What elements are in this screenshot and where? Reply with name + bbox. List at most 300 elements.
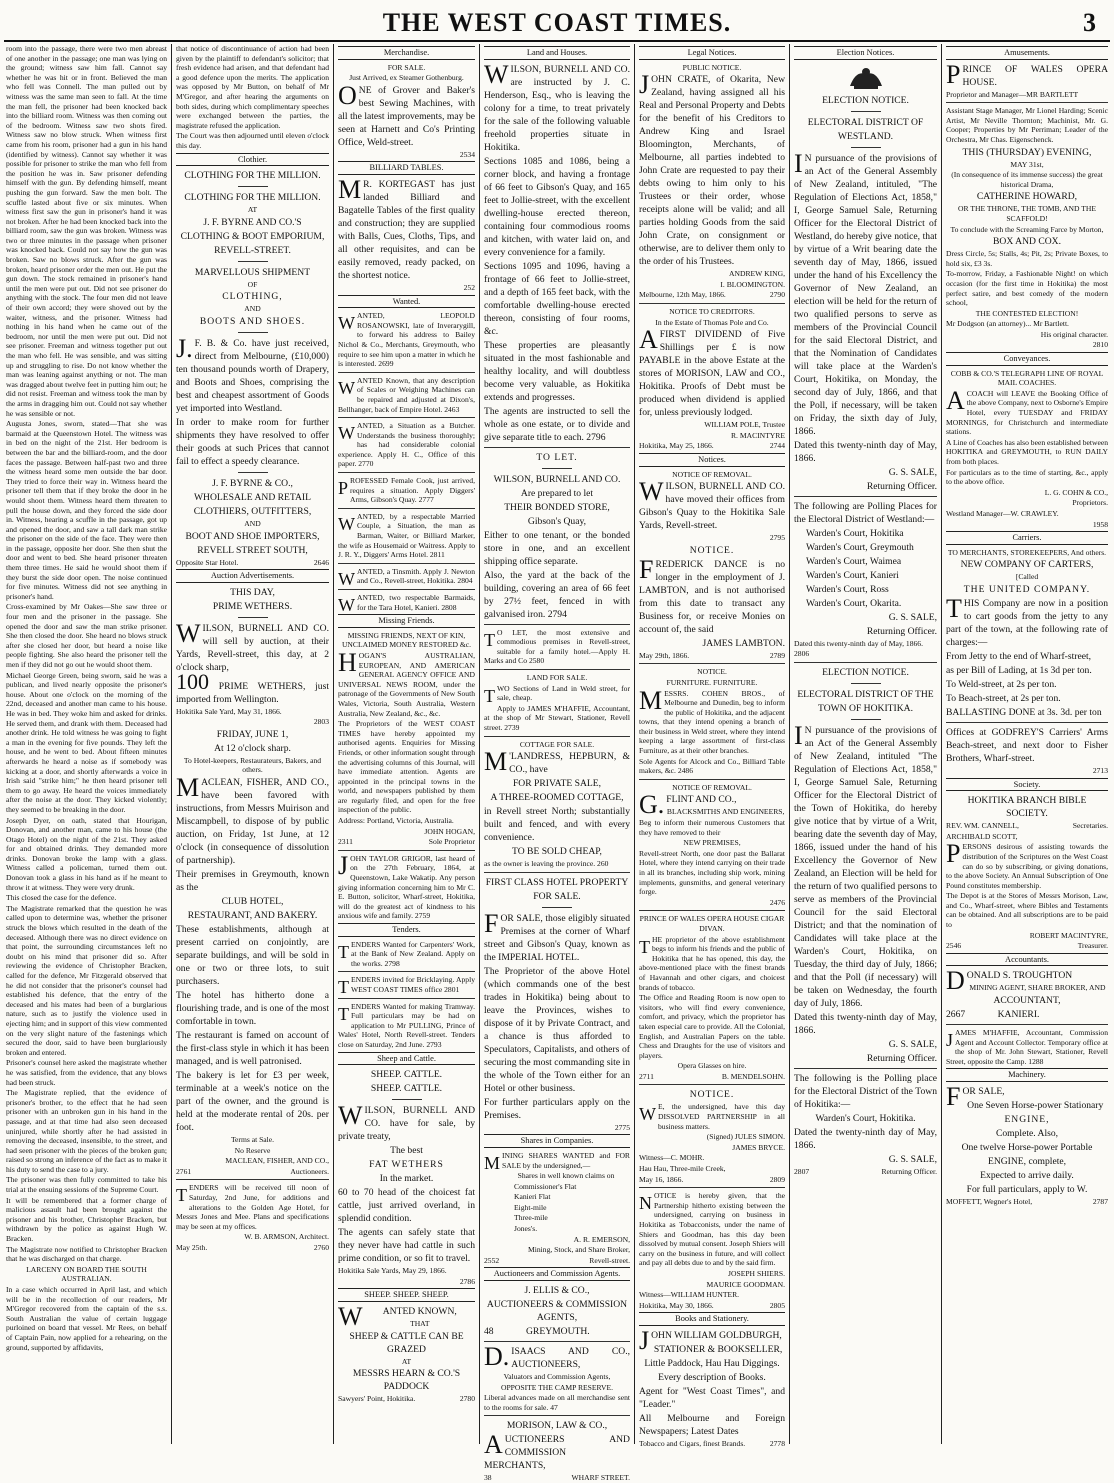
ad-headline: MISSING FRIENDS, NEXT OF KIN, UNCLAIMED MONEY RESTORED &c. bbox=[341, 630, 472, 650]
ad-signature: G. S. SALE, bbox=[888, 466, 937, 478]
column-2 bbox=[176, 44, 329, 1444]
ad-headline: FRIDAY, JUNE 1, bbox=[216, 728, 289, 740]
ad-text: THAT bbox=[410, 1318, 430, 1328]
ad-headline: ELECTORAL DISTRICT OF bbox=[807, 116, 924, 128]
ad-number: 2806 bbox=[794, 649, 810, 659]
ad-body: Apply to JAMES M'HAFFIE, Accountant, at the shop of Mr Stewart, Stationer, Revell street. 2739 bbox=[484, 703, 630, 732]
ad-text: MINING AGENT, SHARE BROKER, AND bbox=[969, 983, 1106, 993]
ad-text: BLACKSMITHS AND ENGINEERS, bbox=[666, 807, 785, 817]
section-heading-auction: Auction Advertisements. bbox=[176, 569, 329, 583]
ad-body: Liberal advances made on all merchandise sent to the rooms for sale. 47 bbox=[484, 1393, 630, 1412]
ad-signature: MACLEAN, FISHER, AND CO., bbox=[225, 1156, 329, 1166]
ad-body: HOGAN'S AUSTRALIAN, EUROPEAN, AND AMERICAN GENERAL AGENCY OFFICE AND UNIVERSAL NEWS ROOM, under the patronage of the Governments of New South Wales, Victoria, South Australia, Western Australia, New Zealand, &c., &c. bbox=[338, 647, 475, 718]
ad-number: 2810 bbox=[1092, 340, 1108, 350]
ad-text: To Hotel-keepers, Restaurateurs, Bakers, and others. bbox=[183, 755, 322, 775]
ad-body: Sections 1095 and 1096, having a frontage of 66 feet to Jollie-street, and a depth of 165 feet back, with the comfortable dwelling-house erected thereon, consisting of four rooms, &c. bbox=[484, 260, 630, 337]
ad-signature: ARCHIBALD SCOTT, bbox=[946, 831, 1018, 841]
ad-body: From Jetty to the end of Wharf-street, bbox=[946, 650, 1092, 662]
section-heading-merchandise: Merchandise. bbox=[338, 46, 475, 60]
ad-text: For full particulars, apply to W. bbox=[966, 1184, 1088, 1195]
ad-body: Sole Agents for Alcock and Co., Billiard Table makers, &c. 2486 bbox=[639, 756, 785, 776]
section-heading-legal: Legal Notices. bbox=[639, 46, 785, 60]
ad-body: The Proprietor of the above Hotel (which commands one of the best trades in Hokitika) being about to leave the Provinces, wishes to dispose of it by Private Contract, and a chance is thus afforded to Speculators, Capitalists, and others of securing the most commanding site in the whole of the Town either for an Hotel or other business. bbox=[484, 965, 630, 1094]
ad-headline: TO LET. bbox=[536, 451, 578, 463]
list-item: Warden's Court, Hokitika. bbox=[815, 1112, 916, 1124]
ad-headline: CLOTHING, bbox=[222, 291, 283, 303]
ad-body: To Weld-street, at 2s per ton. bbox=[946, 678, 1057, 690]
ad-body: Revell-street North, one door past the Ballarat Hotel, where they intend carrying on their trade in all its branches, including ship work, mining implements, gunsmiths, and general veterinary forge. bbox=[639, 848, 785, 897]
ad-text: OF bbox=[247, 279, 258, 289]
ad-body: Agent for "West Coast Times", and "Leader." bbox=[639, 1385, 785, 1410]
ad-headline: W ANTED KNOWN, bbox=[338, 1301, 457, 1331]
ad-body: as the owner is leaving the province. 260 bbox=[484, 859, 609, 869]
ad-headline: PRIME WETHERS. bbox=[212, 600, 293, 612]
ad-headline: JOHN WILLIAM GOLDBURGH, bbox=[639, 1325, 782, 1355]
ad-headline: TOWN OF HOKITIKA. bbox=[818, 702, 913, 714]
ad-text: Mining, Stock, and Share Broker, bbox=[528, 1245, 630, 1255]
ad-body: JOHN CRATE, of Okarita, New Zealand, having assigned all his Real and Personal Property and Debts for the benefit of his Creditors to Andrew King and Israel Bloomington, Merchants, of Melbourne, all parties indebted to John Crate are requested to pay their debts owing to him only to his Trustees or their order, whose receipts alone will be valid; and all parties holding Goods from the said John Crate, on consignment or otherwise, are to deliver them only to the order of his Trustees. bbox=[639, 70, 785, 268]
ad-text: At 12 o'clock sharp. bbox=[214, 742, 291, 754]
ad-text: [Called bbox=[1015, 572, 1039, 582]
ad-number: 2803 bbox=[313, 717, 329, 727]
ad-headline: THIS DAY, bbox=[230, 586, 275, 598]
ad-body: The Depot is at the Stores of Messrs Morison, Law, and Co., Wharf-street, where Bibles and Testaments can be obtained. And all subscriptions are to be paid to bbox=[946, 891, 1108, 930]
ad-body: PERSONS desirous of assisting towards the distribution of the Scriptures on the West Coast can do so by subscribing, or giving donations, to the above Society. An Annual Subscription of One Pound constitutes membership. bbox=[946, 839, 1108, 890]
article-paragraph: Prisoner's counsel here asked the magistrate whether he was satisfied, from the evidence, that any blows had been struck. bbox=[6, 1058, 167, 1087]
ad-text: Valuators and Commission Agents, bbox=[503, 1372, 611, 1382]
ad-body: JOHN TAYLOR GRIGOR, last heard of on the 27th February, 1864, at Queenstown, Lake Wakatip. Any person giving information concerning him to Mr C. E. Button, solicitor, Wharf-street, Hokitika, will do the greatest act of kindness to his anxious wife and family. 2759 bbox=[338, 850, 475, 921]
ad-body: Also, the yard at the back of the building, covering an area of 66 feet by 27½ feet, fenced in with galvanised iron. 2794 bbox=[484, 569, 630, 620]
ad-footer: MOFFETT, Wegner's Hotel, 2787 bbox=[946, 1197, 1108, 1206]
ad-body: TWO Sections of Land in Weld street, for sale, cheap. bbox=[484, 683, 630, 706]
ad-number: 252 bbox=[463, 282, 475, 292]
ad-footer: Opposite Star Hotel. 2646 bbox=[176, 557, 329, 567]
ad-footer: 2552 Revell-street. bbox=[484, 1255, 630, 1265]
ad-text: Every description of Books. bbox=[658, 1371, 766, 1383]
ad-text: Opera Glasses on hire. bbox=[677, 1061, 747, 1071]
ad-headline: D. ISAACS AND CO., AUCTIONEERS, bbox=[484, 1342, 630, 1372]
section-heading-books: Books and Stationery. bbox=[639, 1312, 785, 1326]
ad-body: WANTED, two respectable Barmaids, for the Tara Hotel, Kanieri. 2808 bbox=[338, 593, 475, 615]
ad-text: MAY 31st, bbox=[1010, 159, 1044, 169]
ad-body: MACLEAN, FISHER, AND CO., have been favored with instructions, from Messrs Muirison and Miscampbell, to dispose of by public auction, on Friday, 1st June, at 12 o'clock (in consequence of dissolution of partnership). bbox=[176, 773, 329, 867]
ad-body: All Melbourne and Foreign Newspapers; Latest Dates bbox=[639, 1412, 785, 1437]
ad-headline: LAND FOR SALE. bbox=[526, 672, 588, 682]
article-paragraph: Joseph Dyer, on oath, stated that Hourigan, Donovan, and another man, came to his house (the Otago Hotel) on the night of the 21st. They asked for and obtained drinks. They demanded more drinks. Donovan broke the lamp with a glass. Witness called a policeman, turned them out. Donovan took a glass in his hand as if he meant to throw it at witness. They were very drunk. bbox=[6, 815, 167, 892]
ad-text: Witness—WILLIAM HUNTER. bbox=[639, 1290, 740, 1300]
column-1-court-report bbox=[6, 44, 167, 1444]
ad-headline: CLOTHING & BOOT EMPORIUM, bbox=[180, 230, 325, 242]
ad-body: TENDERS Wanted for Carpenters' Work, at the Bank of New Zealand. Apply on the works. 2798 bbox=[338, 939, 475, 968]
ad-headline: J. F. BYRNE & CO., bbox=[212, 477, 293, 489]
ad-headline: G. FLINT AND CO., bbox=[639, 790, 737, 820]
article-paragraph: that notice of discontinuance of action had been given by the plaintiff to defendant's solicitor; that fresh evidence had arisen, and that defendant had a good defence upon the merits. The application was opposed by Mr Button, on behalf of Mr M'Gregor, and after hearing the arguments on both sides, during which complimentary speeches were exchanged between the parties, the magistrate refused the application. bbox=[176, 44, 329, 130]
ad-text: Proprietors. bbox=[1072, 498, 1108, 508]
ad-headline: FOR SALE. bbox=[533, 890, 581, 902]
ad-number: 2476 bbox=[769, 897, 785, 907]
ad-headline: AUCTIONEERS & COMMISSION AGENTS, bbox=[486, 1299, 628, 1324]
list-item: Kanieri Flat bbox=[514, 1192, 551, 1202]
ad-body: TENDERS Wanted for making Tramway. Full particulars may be had on application to Mr PULLING, Prince of Wales' Hotel, North Revell-street. Tenders close on Saturday, 2nd June. 2793 bbox=[338, 1001, 475, 1049]
ad-body: WANTED, by a respectable Married Couple, a Situation, the man as Barman, Waiter, or Billiard Marker, the wife as Housemaid or Waitress. Apply to J. R. Y., Diggers' Arms Hotel. 2811 bbox=[338, 511, 475, 560]
ad-signature: (Signed) JULES SIMON. bbox=[706, 1132, 785, 1142]
list-item: Commissioner's Flat bbox=[514, 1181, 577, 1191]
ad-headline: ACCOUNTANT, bbox=[993, 995, 1061, 1007]
list-item: Eight-mile bbox=[514, 1202, 547, 1212]
ad-headline: BOOT AND SHOE IMPORTERS, bbox=[185, 530, 320, 542]
ad-body: WILSON, BURNELL AND CO. are instructed by J. C. Henderson, Esq., who is leaving the colony for a time, to treat privately for the sale of the following valuable freehold properties situate in Hokitika. bbox=[484, 59, 630, 153]
ad-number: 2713 bbox=[1092, 765, 1108, 775]
ad-body: Dated this twenty-ninth day of May, 1866. bbox=[794, 1011, 937, 1036]
ad-body: WILSON, BURNELL AND CO. have moved their offices from Gibson's Quay to the Hokitika Sale Yards, Revell-street. bbox=[639, 477, 785, 532]
ad-headline: NOTICE. bbox=[689, 544, 735, 556]
column-rule bbox=[789, 44, 790, 1444]
ad-headline: COBB & CO.'S TELEGRAPH LINE OF ROYAL MAIL COACHES. bbox=[950, 368, 1104, 388]
section-heading-tenders: Tenders. bbox=[338, 923, 475, 937]
ad-text: OR THE THRONE, THE TOMB, AND THE SCAFFOLD! bbox=[958, 204, 1096, 223]
ad-footer: 2667 KANIERI. bbox=[946, 1009, 1040, 1021]
ad-body: Mr Dodgson (an attorney)... Mr Bartlett. bbox=[946, 319, 1069, 329]
ad-headline: NOTICE. bbox=[697, 667, 727, 677]
ad-headline: PRINCE OF WALES OPERA HOUSE CIGAR DIVAN. bbox=[639, 914, 785, 933]
ad-footer: Hokitika, May 30, 1866. 2805 bbox=[639, 1300, 785, 1310]
ad-headline: AUCTIONEERS AND COMMISSION MERCHANTS, bbox=[484, 1430, 630, 1472]
masthead bbox=[0, 0, 1114, 40]
ad-body: WANTED Known, that any description of Scales or Weighing Machines can be repaired and adjusted at Dixon's, Bellhanger, back of Empire Hotel. 2463 bbox=[338, 375, 475, 414]
ad-headline: SHEEP & CATTLE CAN BE GRAZED bbox=[349, 1330, 464, 1355]
ad-text: Proprietor and Manager—MR BARTLETT bbox=[946, 89, 1079, 99]
ad-body: THIS Company are now in a position to cart goods from the jetty to any part of the town, at the following rate of charges:— bbox=[946, 593, 1108, 648]
ad-signature: ROBERT MACINTYRE, bbox=[1029, 930, 1108, 940]
ad-signature: MAURICE GOODMAN. bbox=[706, 1279, 785, 1289]
ad-body: Assistant Stage Manager, Mr Lionel Harding; Scenic Artist, Mr Neville Thornton; Machinist, Mr. G. Cooper; Properties by Mr Perriman; Leader of the Orchestra, Mr Chas. Eigenschenck. bbox=[946, 106, 1108, 144]
column-7 bbox=[946, 44, 1108, 1444]
ad-signature: JOSEPH SHIERS. bbox=[728, 1268, 785, 1278]
ad-signature: L. G. COHN & CO., bbox=[1044, 487, 1108, 497]
section-heading-auctioneers: Auctioneers and Commission Agents. bbox=[484, 1267, 630, 1281]
ad-footer: 48 GREYMOUTH. bbox=[484, 1326, 590, 1338]
ad-headline: HOKITIKA BRANCH BIBLE SOCIETY. bbox=[967, 795, 1087, 820]
column-3 bbox=[338, 44, 475, 1444]
ad-headline: ELECTION NOTICE. bbox=[822, 94, 909, 106]
ad-body: BALLASTING DONE at 3s. 3d. per ton bbox=[946, 706, 1102, 718]
ad-body: I N pursuance of the provisions of an Act of the General Assembly of New Zealand, intituled, "The Regulation of Elections Act, 1858," I, George Samuel Sale, Returning Officer for the Electoral District of Westland, do hereby give notice, that by virtue of a Writ bearing date the seventh day of May, 1866, issued under the hand of his Excellency the Governor of New Zealand, an election will be held for the return of two qualified persons to serve as members of the Provincial Council for the said Electoral District, and that the Nomination of Candidates will take place at the Warden's Court, Hokitika, on Monday, the second day of July, 1866, and that the Poll, if necessary, will be taken on Friday, the sixth day of July, 1866. bbox=[794, 148, 937, 437]
ad-body: Beg to inform their numerous Customers that they have removed to their bbox=[639, 818, 785, 837]
ad-text: The best bbox=[390, 1145, 423, 1157]
ad-body: The agents can safely state that they never have had cattle in such prime condition, or so fit to travel. bbox=[338, 1227, 475, 1265]
ad-headline: FOR SALE. bbox=[387, 62, 426, 72]
ad-headline: SHEEP. CATTLE. bbox=[370, 1069, 443, 1081]
ad-body: To Beach-street, at 2s per ton. bbox=[946, 692, 1061, 704]
ad-body: These properties are pleasantly situated in the most fashionable and healthy locality, and will doubtless become very valuable, as Hokitika extends and progresses. bbox=[484, 339, 630, 403]
ad-signature: Returning Officer. bbox=[866, 625, 937, 637]
ad-footer: Hokitika, May 25, 1866. 2744 bbox=[639, 441, 785, 451]
ad-body: W E, the undersigned, have this day DISSOLVED PARTNERSHIP in all business matters. bbox=[639, 1102, 785, 1131]
ad-text: AT bbox=[401, 1356, 412, 1366]
ad-headline: SHEEP. SHEEP. SHEEP. bbox=[338, 1288, 475, 1302]
ad-headline: MARVELLOUS SHIPMENT bbox=[194, 266, 311, 278]
article-subhead: LARCENY ON BOARD THE SOUTH AUSTRALIAN. bbox=[26, 1264, 147, 1284]
ad-headline: MESSRS HEARN & CO.'S PADDOCK bbox=[352, 1368, 461, 1393]
column-4 bbox=[484, 44, 630, 1483]
list-item: Warden's Court, Greymouth bbox=[806, 541, 914, 553]
ad-signature: WILLIAM POLE, Trustee bbox=[704, 420, 785, 430]
ad-body: FOR SALE, those eligibly situated Premises at the corner of Wharf street and Gibson's Quay, known as the IMPERIAL HOTEL. bbox=[484, 908, 630, 963]
ad-text: Little Paddock, Hau Hau Diggings. bbox=[644, 1357, 780, 1369]
ad-body: WILSON, BURNELL AND CO. have for sale, by private treaty, bbox=[338, 1101, 475, 1143]
ad-headline: CLOTHING FOR THE MILLION. bbox=[184, 170, 321, 182]
list-item: Warden's Court, Ross bbox=[806, 583, 889, 595]
ad-footer: Hokitika Sale Yards, May 29, 1866. bbox=[338, 1266, 447, 1276]
ad-headline: TO BE SOLD CHEAP, bbox=[512, 846, 602, 858]
ad-number: 2534 bbox=[459, 149, 475, 159]
ad-body: FREDERICK DANCE is no longer in the employment of J. LAMBTON, and is not authorised from this date to transact any Business for, or receive Monies on account of, the said bbox=[639, 554, 785, 635]
ad-text: AT bbox=[247, 205, 258, 215]
ad-signature: G. S. SALE, bbox=[888, 611, 937, 623]
ad-headline: NOTICE TO CREDITORS. bbox=[669, 306, 755, 316]
ad-footer: 2311 Sole Proprietor bbox=[338, 837, 475, 847]
ad-footer: Melbourne, 12th May, 1866. 2790 bbox=[639, 290, 785, 300]
ad-headline: PUBLIC NOTICE. bbox=[682, 62, 742, 72]
ad-body: The Office and Reading Room is now open to visitors, who will find every convenience, comfort, and privacy, which the proprietor has taken especial care to provide. All the Colonial, English, and Australian Papers on the table. Chess and Draughts for the use of visitors and players. bbox=[639, 993, 785, 1060]
ad-headline: THE UNITED COMPANY. bbox=[963, 583, 1091, 595]
ad-headline: MORISON, LAW & CO., bbox=[506, 1420, 608, 1432]
ad-headline: FURNITURE. FURNITURE. bbox=[666, 677, 758, 687]
ad-body: For particulars as to the time of starting, &c., apply to the above office. bbox=[946, 467, 1108, 487]
ad-text: One twelve Horse-power Portable bbox=[961, 1142, 1093, 1153]
article-paragraph: The Magistrate now notified to Christopher Bracken that he was discharged on that charge. bbox=[6, 1244, 167, 1264]
ad-body: In order to make room for further shipments they have resolved to offer their goods at such Prices that cannot fail to effect a speedy clearance. bbox=[176, 416, 329, 467]
ad-headline: NEW PREMISES, bbox=[683, 838, 741, 848]
ad-text: No Reserve bbox=[234, 1145, 271, 1155]
ad-headline: FOR PRIVATE SALE, bbox=[512, 778, 602, 790]
ad-body: To-morrow, Friday, a Fashionable Night! on which occasion (for the first time in Hokitika) the most perfect satire, and best comedy of the modern school, bbox=[946, 269, 1108, 308]
ad-footer: 2807 Returning Officer. bbox=[794, 1166, 937, 1176]
ad-headline: CLUB HOTEL, bbox=[221, 896, 284, 908]
ad-body: WANTED, LEOPOLD ROSANOWSKI, late of Inverarygill, to forward his address to Bailey Nichol & Co., Merchants, Greymouth, who require to see him upon a matter in which he is interested. 2699 bbox=[338, 311, 475, 369]
ad-signature: ANDREW KING, bbox=[729, 269, 785, 279]
ad-headline: CLOTHIERS, OUTFITTERS, bbox=[193, 505, 312, 517]
ad-text: Are prepared to let bbox=[520, 487, 594, 499]
ad-body: Dated this twenty-ninth day of May, 1866. bbox=[794, 638, 924, 648]
article-paragraph: The Court was then adjourned until eleven o'clock this day. bbox=[176, 131, 329, 150]
ad-headline: SHEEP. CATTLE. bbox=[370, 1083, 443, 1095]
section-heading-conveyances: Conveyances. bbox=[946, 352, 1108, 366]
ad-body: TENDERS invited for Bricklaying. Apply WEST COAST TIMES office 2801 bbox=[338, 975, 475, 998]
ad-signature: REV. WM. CANNELL, Secretaries. bbox=[946, 821, 1108, 831]
ad-number: 2795 bbox=[769, 533, 785, 543]
column-rule bbox=[634, 44, 635, 1444]
section-heading-accountants: Accountants. bbox=[946, 953, 1108, 967]
ad-body: NOTICE is hereby given, that the Partnership hitherto existing between the undersigned, carrying on business in Hokitika as Tobacconists, under the name of Shiers and Goodman, has this day been dissolved by mutual consent. Joseph Shiers will carry on the business in future, and will collect and pay all debts due to and by the said firm. bbox=[639, 1191, 785, 1268]
ad-number: 1958 bbox=[1092, 519, 1108, 529]
ad-headline: THEIR BONDED STORE, bbox=[504, 501, 610, 513]
ad-text: Hau Hau, Three-mile Creek, bbox=[639, 1164, 726, 1174]
ad-headline: REVELL-STREET. bbox=[214, 244, 291, 256]
ad-body: Address: Portland, Victoria, Australia. bbox=[338, 816, 454, 826]
list-item: Warden's Court, Okarita. bbox=[806, 597, 902, 609]
ad-signature: A. R. EMERSON, bbox=[573, 1234, 630, 1244]
ad-body: A Line of Coaches has also been established between HOKITIKA and GREYMOUTH, to RUN DAILY from both places. bbox=[946, 437, 1108, 466]
ad-headline: BOX AND COX. bbox=[993, 236, 1061, 248]
ad-body: The bakery is let for £3 per week, terminable at a week's notice on the part of the owner, and the ground is held at the moderate rental of 20s. per foot. bbox=[176, 1070, 329, 1134]
ad-body: M 'LANDRESS, HEPBURN, & CO., have bbox=[484, 747, 630, 777]
ad-headline: ELECTION NOTICE. bbox=[822, 666, 909, 678]
column-rule bbox=[479, 44, 480, 1444]
ad-body: J. F. B. & Co. have just received, direct from Melbourne, (£10,000) ten thousand pounds worth of Drapery, and Boots and Shoes, comprising the best and cheapest assortment of Goods yet imported into Westland. bbox=[176, 333, 329, 414]
article-paragraph: Michael George Green, being sworn, said he was a publican, and lived nearly opposite the prisoner's house. About one o'clock on the morning of the 22nd, deceased and another man came to his house. He was in bed. They woke him and asked for drinks. He served them, and drank with them. Deceased had another drink. He told witness he was going to fight a man in the evening for five pounds. They left the house, and he went to bed. About fifteen minutes afterwards he heard a noise as if somebody was kicking at a door, and shortly afterwards a voice in Irish said "strike him;" he then heard prisoner tell them to go away. He heard the voices immediately after the noise at the door. They kicked violently; they seemed to be breaking in the door. bbox=[6, 670, 167, 814]
ad-text: Terms at Sale. bbox=[230, 1135, 275, 1145]
masthead-rule bbox=[4, 40, 1110, 42]
list-item: Warden's Court, Waimea bbox=[806, 555, 902, 567]
ad-headline: TO MERCHANTS, STOREKEEPERS, And others. bbox=[947, 547, 1107, 557]
ad-body: M R. KORTEGAST has just landed Billiard and Bagatelle Tables of the first quality and construction; they are supplied with Balls, Cues, Cloths, Tips, and all other requisites, and can be easily removed, ready packed, on the shortest notice. bbox=[338, 174, 475, 281]
ad-text: Witness—C. MOHR. bbox=[639, 1153, 705, 1163]
column-rule bbox=[941, 44, 942, 1444]
ad-number: 2786 bbox=[459, 1276, 475, 1286]
column-rule bbox=[333, 44, 334, 1444]
ad-signature: W. B. ARMSON, Architect. bbox=[244, 1232, 329, 1242]
ad-headline: WILSON, BURNELL AND CO. bbox=[493, 473, 621, 485]
ad-footer: Sawyers' Point, Hokitika. 2780 bbox=[338, 1394, 475, 1404]
ad-headline: J. ELLIS & CO., bbox=[524, 1285, 590, 1297]
ad-headline: J. F. BYRNE AND CO.'S bbox=[203, 216, 302, 228]
ad-body: JAMES M'HAFFIE, Accountant, Commission Agent and Account Collector. Temporary office at the shop of Mr. John Stewart, Stationer, Revell Street, opposite the Camp. 1288 bbox=[946, 1028, 1108, 1066]
ad-text: Westland Manager—W. CRAWLEY. bbox=[946, 508, 1059, 518]
section-heading-wanted: Wanted. bbox=[338, 295, 475, 309]
section-heading-carriers: Carriers. bbox=[946, 531, 1108, 545]
ad-text: Expected to arrive daily. bbox=[980, 1170, 1074, 1181]
ad-body: Dress Circle, 5s; Stalls, 4s; Pit, 2s; Private Boxes, to hold six, £3 3s. bbox=[946, 249, 1108, 268]
section-heading-missing-friends: Missing Friends. bbox=[338, 614, 475, 628]
ad-signature: JAMES LAMBTON. bbox=[702, 637, 785, 649]
ad-body: The hotel has hitherto done a flourishing trade, and is one of the most comfortable in town. bbox=[176, 990, 329, 1028]
ad-body: The following are Polling Places for the Electoral District of Westland:— bbox=[794, 500, 937, 525]
ad-signature: Returning Officer. bbox=[866, 1052, 937, 1064]
ad-body: For further particulars apply on the Premises. bbox=[484, 1096, 630, 1121]
ad-body: 60 to 70 head of the choicest fat cattle, just arrived overland, in splendid condition. bbox=[338, 1187, 475, 1225]
ad-headline: ENGINE, bbox=[1004, 1114, 1050, 1125]
royal-crest-icon bbox=[846, 66, 886, 92]
ad-headline: ELECTORAL DISTRICT OF THE bbox=[797, 688, 934, 700]
article-paragraph: Cross-examined by Mr Oakes—She saw three or four men and the prisoner in the passage. She opened the door and saw the man strike prisoner. She then closed the door. She heard no blows struck after she closed her door, but heard a noise like people fighting. She also heard the prisoner tell the men if they did not go out he would shoot them. bbox=[6, 602, 167, 669]
ad-number: 2775 bbox=[614, 1122, 630, 1132]
list-item: Warden's Court, Hokitika bbox=[806, 527, 904, 539]
ad-body: Sections 1085 and 1086, being a corner block, and having a frontage of 66 feet to Gibson's Quay, and 165 feet to Jollie-street, with the excellent dwelling-house erected thereon, containing four commodious rooms and kitchen, with water laid on, and every convenience for a family. bbox=[484, 155, 630, 258]
ad-headline: ENGINE, complete, bbox=[987, 1156, 1067, 1167]
section-heading-notices: Notices. bbox=[639, 453, 785, 467]
article-paragraph: The Magistrate remarked that the question he was called upon to determine was, whether the prisoner struck the blows which resulted in the death of the deceased. Although there was no direct evidence on that point, the surrounding circumstances left no doubt on his mind that prisoner did so. After reviewing the evidence of Christopher Bracken, called for the defence, Mr Fitzgerald observed that he did not consider that the prisoner's counsel had established his defence, that the entry of the deceased and his mates had been of a burglarious nature, such as to justify the violence used in ejecting him; and in support of this view commented on the very slight nature of the fastenings which secured the door, said to have been burglariously broken and entered. bbox=[6, 903, 167, 1057]
ad-headline: THE CONTESTED ELECTION! bbox=[975, 308, 1079, 318]
section-heading-amusements: Amusements. bbox=[946, 46, 1108, 60]
ad-body: Dated this twenty-ninth day of May, 1866. bbox=[794, 439, 937, 464]
ad-signature: G. S. SALE, bbox=[888, 1153, 937, 1165]
ad-signature: G. S. SALE, bbox=[888, 1038, 937, 1050]
section-heading-clothier: Clothier. bbox=[176, 153, 329, 167]
newspaper-title: THE WEST COAST TIMES. bbox=[382, 8, 732, 37]
ad-headline: NOTICE OF REMOVAL. bbox=[672, 782, 752, 792]
ad-footer: Tobacco and Cigars, finest Brands. 2778 bbox=[639, 1438, 785, 1448]
ad-signature: R. MACINTYRE bbox=[730, 430, 785, 440]
ad-footer: 38 WHARF STREET. bbox=[484, 1473, 630, 1483]
ad-body: ONE of Grover and Baker's best Sewing Machines, with all the latest improvements, may be seen at Harnett and Co's Printing Office, Weld-street. bbox=[338, 80, 475, 148]
ad-text: To conclude with the Screaming Farce by Morton, bbox=[950, 224, 1104, 234]
ad-body: AFIRST DIVIDEND of Five Shillings per £ is now PAYABLE in the above Estate at the stores of MORISON, LAW and CO., Hokitika. Proofs of Debt must be produced when dividend is applied for, unless previously lodged. bbox=[639, 325, 785, 419]
ad-headline: FAT WETHERS bbox=[369, 1159, 444, 1171]
list-item: Warden's Court, Kanieri bbox=[806, 569, 899, 581]
ad-text: (In consequence of its immense success) the great historical Drama, bbox=[951, 170, 1103, 189]
ad-headline: FOR SALE, bbox=[946, 1082, 1005, 1111]
ad-body: Either to one tenant, or the bonded store in one, and an excellent shipping office separate. bbox=[484, 529, 630, 567]
article-paragraph: In a case which occurred in April last, and which will be in the recollection of our readers, Mr M'Gregor recovered from the captain of the s.s. South Australian the value of certain luggage purloined on board that vessel. Mr Rees, on behalf of Captain Pain, now applied for a rehearing, on the ground, supported by affidavits, bbox=[6, 1285, 167, 1352]
ad-signature: Returning Officer. bbox=[866, 480, 937, 492]
ad-footer: May 29th, 1866. 2789 bbox=[639, 650, 785, 660]
list-item: Jones's. bbox=[514, 1224, 538, 1234]
ad-signature: JAMES BRYCE. bbox=[732, 1142, 785, 1152]
article-paragraph: Augusta Jones, sworn, stated—That she was barmaid at the Queenstown Hotel. The witness was in bed on the night of the 21st. Her bedroom is between the bar and the billiard-room, and the door faces the passage. Between half-past two and three the witness heard some men outside the bar door. They tried to force their way in. Witness heard the prisoner tell them that if they broke the door in he would shoot them. Witness heard them threaten to pull the house down, and they forced the side door in. Witness, hearing a scuffle in the passage, got up and opened the door, and saw a tall dark man strike the prisoner on the side of the face. They were then in the passage, opposite her door. She then shut the door and went to bed. She heard prisoner threaten them three times. He said he would shoot them if they burst the side door open. The noise continued for five minutes. Witness did not see anything in prisoner's hand. bbox=[6, 419, 167, 601]
section-heading-land-houses: Land and Houses. bbox=[484, 46, 630, 60]
article-paragraph: The Magistrate replied, that the evidence of prisoner's brother, to the effect that he had seen prisoner with an unbroken gun in his hand in the passage, and at that time had also seen deceased uninjured, while shortly after he had assisted in removing the deceased, insensible, to the street, and had seen prisoner with the pieces of the broken gun; raised so strong an inference of the fact as to make it his duty to send the case to a jury. bbox=[6, 1088, 167, 1174]
ad-headline: WESTLAND. bbox=[837, 130, 894, 142]
article-paragraph: This closed the case for the defence. bbox=[6, 893, 117, 903]
ad-headline: PRINCE OF WALES OPERA HOUSE. bbox=[946, 59, 1108, 89]
section-heading-society: Society. bbox=[946, 778, 1108, 792]
ad-headline: NOTICE OF REMOVAL. bbox=[672, 469, 752, 479]
ad-text: Shares in well known claims on bbox=[517, 1171, 615, 1181]
ad-headline: DONALD S. TROUGHTON bbox=[946, 966, 1073, 996]
ad-body: The following is the Polling place for the Electoral District of the Town of Hokitika:— bbox=[794, 1072, 937, 1110]
ad-text: Complete. Also, bbox=[995, 1128, 1059, 1139]
ad-body: These establishments, although at present carried on conjointly, are separate buildings, and will be sold in one or two or three lots, to suit purchasers. bbox=[176, 924, 329, 988]
ad-headline: THIS (THURSDAY) EVENING, bbox=[962, 146, 1092, 158]
ad-text: Just Arrived, ex Steamer Gothenburg. bbox=[349, 73, 464, 83]
ad-headline: NOTICE. bbox=[689, 1089, 735, 1101]
ad-headline: BOOTS AND SHOES. bbox=[199, 315, 306, 327]
page-number: 3 bbox=[1083, 8, 1096, 37]
ad-footer: May 25th. 2760 bbox=[176, 1243, 329, 1252]
ad-footer: May 16, 1866. 2809 bbox=[639, 1174, 785, 1184]
ad-body: The agents are instructed to sell the whole as one estate, or to divide and give separate title to each. 2796 bbox=[484, 405, 630, 443]
ad-footer: 2546 Treasurer. bbox=[946, 941, 1108, 951]
ad-body: ACOACH will LEAVE the Booking Office of the above Company, next to Osborne's Empire Hotel, every TUESDAY and FRIDAY MORNINGS, for Christchurch and intermediate stations. bbox=[946, 385, 1108, 437]
ad-headline: REVELL STREET SOUTH, bbox=[197, 544, 308, 556]
ad-body: I N pursuance of the provisions of an Act of the General Assembly of New Zealand, intituled "The Regulation of Elections Act, 1858," I, George Samuel Sale, Returning Officer for the Electoral District of the Town of Hokitika, do hereby give notice that by virtue of a Writ, bearing date the seventh day of May, 1866, issued under the hand of his Excellency the Governor of New Zealand, an Election will be held for the return of two qualified persons to serve as members of the Provincial Council for the said Electoral District; and that the nomination of Candidates will take place at the Warden's Court, Hokitika, on Tuesday, the third day of July, 1866; and that the Poll (if necessary) will be taken on Wednesday, the fourth day of July, 1866. bbox=[794, 720, 937, 1009]
ad-footer: 2711 B. MENDELSOHN. bbox=[639, 1071, 785, 1081]
ad-headline: FIRST CLASS HOTEL PROPERTY bbox=[485, 876, 629, 888]
ad-footer: Hokitika Sale Yard, May 31, 1866. bbox=[176, 706, 282, 716]
ad-body: WILSON, BURNELL AND CO. will sell by auction, at their Yards, Revell-street, this day, at 2 o'clock sharp, bbox=[176, 618, 329, 673]
ad-text: His original character. bbox=[1040, 329, 1108, 339]
ad-headline: COTTAGE FOR SALE. bbox=[519, 739, 595, 749]
ad-text: AND bbox=[244, 518, 261, 528]
ad-text: In the Estate of Thomas Pole and Co. bbox=[655, 317, 769, 327]
ad-text: Gibson's Quay, bbox=[527, 515, 587, 527]
ad-body: as per Bill of Lading, at 1s 3d per ton. bbox=[946, 664, 1092, 676]
ad-headline: BILLIARD TABLES. bbox=[338, 161, 475, 175]
column-rule bbox=[171, 44, 172, 1444]
ad-body: Their premises in Greymouth, known as the bbox=[176, 869, 329, 894]
ad-text: AND bbox=[244, 304, 261, 314]
ad-body: T O LET, the most extensive and commodious premises in Revell-street, suitable for a family hotel.—Apply H. Marks and Co 2580 bbox=[484, 627, 630, 666]
list-item: Three-mile bbox=[514, 1213, 548, 1223]
column-6 bbox=[794, 44, 937, 1444]
ad-headline: RESTAURANT, AND BAKERY. bbox=[187, 910, 318, 922]
ad-headline: CATHERINE HOWARD, bbox=[976, 191, 1078, 203]
section-heading-sheep-cattle: Sheep and Cattle. bbox=[338, 1052, 475, 1066]
ad-body: WANTED, a Tinsmith. Apply J. Newton and Co., Revell-street, Hokitika. 2804 bbox=[338, 566, 475, 589]
ad-body: Offices at GODFREY'S Carriers' Arms Beach-street, and next door to Fisher Brothers, Wharf-street. bbox=[946, 726, 1108, 764]
ad-headline: WHOLESALE AND RETAIL bbox=[193, 491, 311, 503]
